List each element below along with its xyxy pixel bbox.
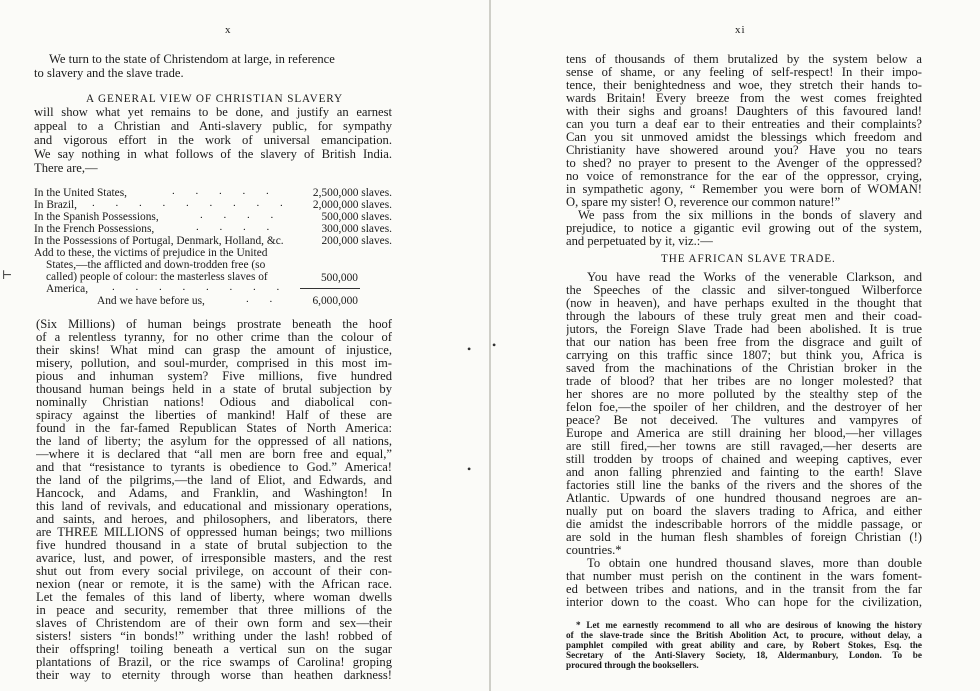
- body-line: wards Britain! Every breeze from the west comes freighted: [566, 92, 922, 105]
- body-line: and saints, and heroes, and philosophers, and liberators, there: [36, 513, 392, 526]
- margin-mark: •: [492, 338, 497, 352]
- body-line: five hundred thousand in a state of brutal subjection to the: [36, 539, 392, 552]
- table-row-value: 500,000 slaves.: [321, 211, 392, 223]
- body-line: countries.*: [566, 543, 622, 557]
- body-line: their way to eternity through worse than heathen darkness!: [36, 669, 392, 682]
- table-row-label: In the Spanish Possessions,: [34, 211, 159, 223]
- total-label: And we have before us,: [97, 295, 205, 307]
- body-line: spiracy against the liberties of mankind! Half of these are: [36, 409, 392, 422]
- body-line: thousand human beings held in a state of brutal subjection by: [36, 383, 392, 396]
- body-line: ed between tribes and nations, and in the transit from the far: [566, 583, 922, 596]
- body-line: pious and inhuman system? Five millions, five hundred: [36, 370, 392, 383]
- sum-rule: [300, 288, 360, 289]
- body-line: Let the females of this land of liberty, where woman dwells: [36, 591, 392, 604]
- body-line: that number must perish on the continent in the wars foment-: [566, 570, 922, 583]
- body-line: to shed? no prayer to present to the Avenger of the oppressed?: [566, 157, 922, 170]
- body-line: and vigorous effort in the work of universal emancipation.: [34, 134, 392, 147]
- leader-dots: . . . .: [200, 209, 283, 221]
- table-row-value: 300,000 slaves.: [321, 223, 392, 235]
- body-line: their offspring! toiling beneath a vertical sun on the sugar: [36, 643, 392, 656]
- body-line: Atlantic. Upwards of one hundred thousand negroes are an-: [566, 492, 922, 505]
- margin-mark: ⊢: [2, 268, 13, 282]
- intro-line: We turn to the state of Christendom at large, in reference: [49, 52, 335, 66]
- body-line: sisters! sisters “in bonds!” writhing under the lash! robbed of: [36, 630, 392, 643]
- body-line: found in the far-famed Republican States of North America:: [36, 422, 392, 435]
- body-line: her shores are no more polluted by the stealthy step of the: [566, 388, 922, 401]
- body-line: nexion (near or remote, it is the same) with the African race.: [36, 578, 392, 591]
- body-line: still trodden by troops of chained and weeping captives, ever: [566, 453, 922, 466]
- body-line: Can you sit unmoved amidst the blessings which freedom and: [566, 131, 922, 144]
- body-line: the land of liberty; the asylum for the oppressed of all nations,: [36, 435, 392, 448]
- footnote-line: procured through the booksellers.: [566, 660, 699, 670]
- body-line: You have read the Works of the venerable Clarkson, and: [587, 271, 922, 284]
- body-line: will show what yet remains to be done, and justify an earnest: [34, 106, 392, 119]
- body-line: factories still line the banks of the rivers and the shores of the: [566, 479, 922, 492]
- body-line: are still fired,—her towns are still ravaged,—her deserts are: [566, 440, 922, 453]
- table-row-label: In the French Possessions,: [34, 223, 155, 235]
- body-line: We pass from the six millions in the bonds of slavery and: [578, 209, 922, 222]
- section-heading: THE AFRICAN SLAVE TRADE.: [661, 253, 836, 265]
- margin-mark: •: [467, 342, 472, 356]
- body-line: (now in heaven), and have perhaps exulted in the thought that: [566, 297, 922, 310]
- body-line: with their sighs and groans! Daughters of this favoured land!: [566, 105, 922, 118]
- table-row-value: 2,000,000 slaves.: [312, 199, 392, 211]
- body-line: and anon falling phrenzied and fainting to the earth! Slave: [566, 466, 922, 479]
- leader-dots: . . . .: [196, 221, 279, 233]
- body-line: their skins! What mind can grasp the amount of injustice,: [36, 344, 392, 357]
- body-line: in peace and security, remember that three millions of the: [36, 604, 392, 617]
- body-line: misery, pollution, and soul-murder, comprised in this most im-: [36, 357, 392, 370]
- table-row-label: In Brazil,: [34, 199, 78, 211]
- intro-line: to slavery and the slave trade.: [34, 66, 184, 80]
- body-line: O, spare my sister! O, reverence our common nature!”: [566, 195, 841, 209]
- body-line: Europe and America are still draining her blood,—her villages: [566, 427, 922, 440]
- body-line: die amidst the indescribable horrors of the middle passage, or: [566, 518, 922, 531]
- body-line: (Six Millions) of human beings prostrate beneath the hoof: [36, 318, 392, 331]
- section-heading: A GENERAL VIEW OF CHRISTIAN SLAVERY: [86, 93, 344, 105]
- body-line: nually put on board the slavers trading to Africa, and either: [566, 505, 922, 518]
- body-line: tens of thousands of them brutalized by the system below a: [566, 53, 922, 66]
- body-line: There are,—: [34, 161, 98, 175]
- prejudice-line: Add to these, the victims of prejudice in the United: [34, 247, 268, 259]
- body-line: jutors, the Foreign Slave Trade had been abolished. It is true: [566, 323, 922, 336]
- right-page: [490, 0, 980, 691]
- body-line: shut out from every social privilege, on account of their con-: [36, 565, 392, 578]
- body-line: To obtain one hundred thousand slaves, more than double: [587, 557, 922, 570]
- page-number: xi: [735, 24, 746, 36]
- table-row-label: In the United States,: [34, 187, 128, 199]
- body-line: through the labours of these truly great men and their coad-: [566, 310, 922, 323]
- body-line: and that “resistance to tyrants is obedience to God.” America!: [36, 461, 392, 474]
- body-line: —where it is declared that “all men are born free and equal,”: [36, 448, 392, 461]
- body-line: felon foe,—the spoiler of her children, and the destroyer of her: [566, 401, 922, 414]
- body-line: carrying on this traffic since 1807; but think you, Africa is: [566, 349, 922, 362]
- prejudice-line: called) people of colour: the masterless slaves of: [46, 271, 268, 283]
- body-line: the Speeches of the classic and silver-tongued Wilberforce: [566, 284, 922, 297]
- table-row-label: In the Possessions of Portugal, Denmark, Holland, &c.: [34, 235, 284, 247]
- body-line: and perpetuated by it, viz.:—: [566, 234, 713, 248]
- body-line: interior down to the coast. Who can hope for the civilization,: [566, 596, 922, 609]
- body-line: can you turn a deaf ear to their entreaties and their complaints?: [566, 118, 922, 131]
- body-line: plantations of Brazil, or the rice swamps of Carolina! groping: [36, 656, 392, 669]
- prejudice-value: 500,000: [320, 272, 358, 284]
- body-line: avarice, lust, and power, of irresponsible masters, and the rest: [36, 552, 392, 565]
- body-line: nominally Christian nations! Odious and diabolical con-: [36, 396, 392, 409]
- footnote-line: * Let me earnestly recommend to all who are desirous of knowing the history: [576, 620, 922, 630]
- prejudice-line: States,—the afflicted and down-trodden free (so: [46, 259, 266, 271]
- body-line: trade of blood? that her tribes are no longer molested? that: [566, 375, 922, 388]
- leader-dots: . . . . . . . .: [112, 281, 289, 293]
- body-line: in sympathetic agony, “ Remember you were born of WOMAN!: [566, 183, 922, 196]
- margin-mark: •: [467, 462, 472, 476]
- leader-dots: . . . . .: [172, 185, 278, 197]
- body-line: the land of the pilgrims,—the land of Eliot, and Edwards, and: [36, 474, 392, 487]
- body-line: this land of revivals, and educational and missionary operations,: [36, 500, 392, 513]
- body-line: Hancock, and Adams, and Franklin, and Washington! In: [36, 487, 392, 500]
- body-line: Christianity have showered around you? Have you no tears: [566, 144, 922, 157]
- footnote-line: pamphlet compiled with great ability and care, by Robert Stokes, Esq. the: [566, 640, 922, 650]
- leader-dots: . . . . . . . . .: [92, 197, 292, 209]
- prejudice-line: America,: [46, 283, 89, 295]
- body-line: sense of shame, or any feeling of self-respect! In their impo-: [566, 66, 922, 79]
- body-line: appeal to a Christian and Anti-slavery public, for sympathy: [34, 120, 392, 133]
- body-line: of a relentless tyranny, for no other crime than the colour of: [36, 331, 392, 344]
- body-line: saved from the machinations of the Christian broker in the: [566, 362, 922, 375]
- table-row-value: 2,500,000 slaves.: [312, 187, 392, 199]
- footnote-line: Secretary of the Anti-Slavery Society, 18, Aldermanbury, London. To be: [566, 650, 922, 660]
- body-line: no voice of remonstrance for the ear of the oppressor, crying,: [566, 170, 922, 183]
- table-row-value: 200,000 slaves.: [321, 235, 392, 247]
- leader-dots: . .: [246, 293, 282, 305]
- total-value: 6,000,000: [312, 295, 358, 307]
- page-number: x: [225, 24, 232, 36]
- body-line: slaves of Christendom are of their own form and sex—their: [36, 617, 392, 630]
- body-line: are sold in the human flesh shambles of foreign Christian (!): [566, 531, 922, 544]
- body-line: peace? Be not deceived. The vultures and vampyres of: [566, 414, 922, 427]
- footnote-line: of the slave-trade since the British Abolition Act, to procure, without delay, a: [566, 630, 922, 640]
- body-line: that our nation has been free from the disgrace and guilt of: [566, 336, 922, 349]
- body-line: prejudice, to notice a gigantic evil growing out of the system,: [566, 222, 922, 235]
- body-line: tence, their benightedness and woe, they stretch their hands to-: [566, 79, 922, 92]
- body-line: are THREE MILLIONS of oppressed human beings; two millions: [36, 526, 392, 539]
- body-line: We say nothing in what follows of the slavery of British India.: [34, 148, 392, 161]
